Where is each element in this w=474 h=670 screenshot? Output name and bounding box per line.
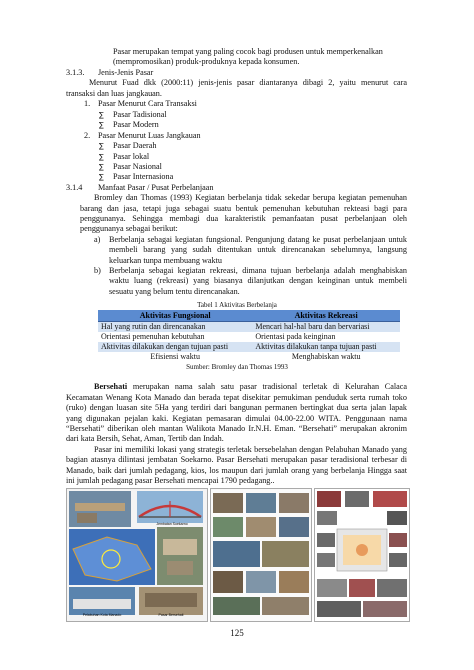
table-cell: Efisiensi waktu [150,352,200,361]
text-line: (ruko) dengan luasan site 5Ha yang terdiri dari bangunan permanen bertingkat dua serta jalan lapak [66,403,407,412]
text-line: ini jumlah pedagang pasar Bersehati mencapai 1790 pedagang.. [66,476,275,485]
table-cell: Hal yang rutin dan direncanakan [98,322,252,333]
text-line: membeli barang yang sudah ditentukan untuk direncanakan sebelumnya, langsung [109,245,407,254]
sigma-bullet-icon: ∑ [99,111,104,119]
sigma-bullet-icon: ∑ [99,173,104,181]
list-item: Pasar Tadisional [113,110,167,119]
bold-term: Bersehati [94,382,128,391]
text-line: Pasar merupakan tempat yang paling cocok bagi produsen untuk memperkenalkan [113,47,383,56]
activity-table [98,310,400,362]
location-collage-image [67,489,207,621]
text-line: yang digunakan pejalan kaki. Kegiatan pemasaran dimulai 04.00-22.00 WITA. Penggunaan nama [66,414,407,423]
list-heading: Pasar Menurut Luas Jangkauan [98,131,201,140]
table-cell: Aktivitas dilakukan tanpa tujuan pasti [252,342,400,352]
table-caption: Tabel 1 Aktivitas Berbelanja [197,301,277,309]
table-source: Sumber: Bromley dan Thomas 1993 [186,363,288,371]
list-letter: b) [94,266,101,275]
text-line: Berbelanja sebagai kegiatan rekreasi, dimana tujuan berbelanja adalah menghabiskan [109,266,407,275]
figure-site-plan [314,488,410,622]
table-cell: Aktivitas dilakukan dengan tujuan pasti [98,342,252,352]
table-row [98,342,400,352]
section-heading: Jenis-Jenis Pasar [98,68,154,77]
figure-label: Pelabuhan Kota Manado [82,613,122,617]
text-line: keluarkan tunpa membuang waktu [109,256,222,265]
table-header-cell: Aktivitas Fungsional [98,310,252,322]
text-line: transaksi dan luas jangkauan. [66,89,162,98]
table-cell: Orientasi pada keinginan [255,332,336,341]
text-line: (mempromosikan) produk-produknya kepada konsumen. [113,57,300,66]
list-item: Pasar Internasiona [113,172,174,181]
list-item: Pasar lokal [113,152,150,161]
sigma-bullet-icon: ∑ [99,163,104,171]
text-line: barang dan jasa, tetapi juga sebagai suatu bentuk pemenuhan kebutuhan rekteasi bagi para [80,204,407,213]
list-heading: Pasar Menurut Cara Transaksi [98,99,197,108]
list-number: 2. [84,131,91,140]
text-line: dari kata Bersih, Sehat, Aman, Tertib dan Indah. [66,434,224,443]
table-row [98,332,400,342]
table-cell: Orientasi pemenuhan kebutuhan [101,332,205,341]
text-line: sesuatu yang belum tentu direncanakan. [109,287,240,296]
figure-strip [0,488,474,626]
list-number: 1. [84,99,91,108]
site-plan-image [315,489,409,621]
list-letter: a) [94,235,101,244]
list-item: Pasar Nasional [113,162,162,171]
text-line: Bersehati merupakan nama salah satu pasar tradisional terletak di Kelurahan Calaca [94,382,407,391]
text-line: Kecamatan Wenang Kota Manado dan berada tepat disekitar pemukiman penduduk serta rumah toko [66,393,407,402]
list-item: Pasar Modern [113,120,159,129]
list-item: Pasar Daerah [113,141,157,150]
table-cell: Mencari hal-hal baru dan bervariasi [252,322,400,333]
figure-label: Jembatan Soekarno [156,522,188,526]
section-number: 3.1.3. [66,68,85,77]
text-line: waktu luang (rekreasi) yang biasanya dilanjutkan dengan keinginan untuk membeli [109,276,407,285]
text-line: penggunanya sebagai berikut: [80,224,178,233]
section-heading: Manfaat Pasar / Pusat Perbelanjaan [98,183,214,192]
table-row [98,352,400,362]
text-line: Berbelanja sebagai kegiatan fungsional. Pengunjung datang ke pusat perbelanjaan untuk [109,235,407,244]
photo-grid-image [211,489,311,621]
figure-location-collage [66,488,208,622]
sigma-bullet-icon: ∑ [99,142,104,150]
figure-label: Pasar Bersehati [158,613,184,617]
table-row [98,322,400,333]
table-header-cell: Aktivitas Rekreasi [252,310,400,322]
text-line: Bromley dan Thomas (1993) Kegiatan berbelanja tidak sekedar berupa kegiatan pemenuhan [94,193,407,202]
page-number: 125 [230,628,244,638]
sigma-bullet-icon: ∑ [99,121,104,129]
text-line: Menurut Fuad dkk (2000:11) jenis-jenis pasar diantaranya dibagi 2, yaitu menurut cara [89,78,407,87]
section-number: 3.1.4 [66,183,83,192]
sigma-bullet-icon: ∑ [99,153,104,161]
text-line: “Bersehati” diberikan oleh mantan Walikota Manado Ir.N.H. Eman. “Bersehati” merupakan akronim [66,424,407,433]
text-line: Pasar ini memiliki lokasi yang strategis terletak bersebelahan dengan Pelabuhan Manado yang [94,445,407,454]
text-line: bagian atasnya dilintasi jembatan Soekarno. Pasar Bersehati merupakan pasar teradisional terbesar di [66,455,407,464]
text-line: Manado, baik dari jumlah pedagang, kios, los maupun dari jumlah orang yang berbelanja Hingga saat [66,466,407,475]
table-cell: Menghabiskan waktu [291,352,361,361]
figure-photo-grid [210,488,312,622]
text-line: penggunanya. Sehingga membagi dua karakteristik pemanfaatan pusat perbelanjaan oleh [80,214,407,223]
